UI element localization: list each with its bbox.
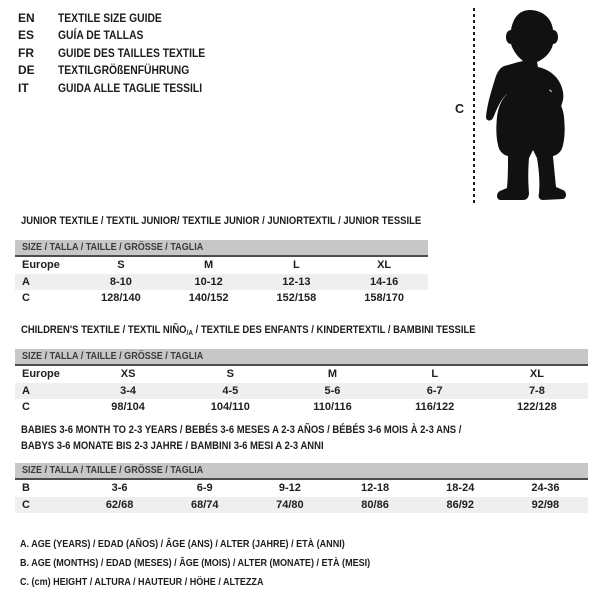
size-value-cell: 6-7 [426,384,443,397]
size-value-cell: XS [120,368,136,381]
title-text: CHILDREN'S TEXTILE / TEXTIL NIÑO [21,324,187,336]
section-title-line [21,214,421,230]
size-value-cell: 12-13 [282,275,311,288]
size-value-cell: 10-12 [194,275,223,288]
size-value-cell: 12-18 [361,482,390,495]
section-title-line [21,423,461,439]
size-value-cell: XL [377,259,392,272]
footnote-line [20,535,427,554]
table-row [15,480,588,497]
section-title-line [21,323,476,341]
table-row [15,274,428,291]
section-title-line: BABYS 3-6 MONATE BIS 2-3 JAHRE / BAMBINI 3-6 MESI A 2-3 ANNI [21,439,324,452]
size-value-cell: 80/86 [361,498,389,511]
size-value-cell: 14-16 [370,275,399,288]
size-value-cell: 86/92 [446,498,474,511]
size-value-cell: 92/98 [531,498,560,511]
row-label: Europe [22,368,60,381]
size-value-cell: 62/68 [105,498,134,511]
size-value-cell: 140/152 [188,292,229,305]
size-header-bar [15,463,588,480]
table-row [15,257,428,274]
section-junior [15,214,428,305]
language-row [18,9,229,27]
size-header-text: SIZE / TALLA / TAILLE / GRÖSSE / TAGLIA [22,350,204,362]
language-code: FR [18,45,34,60]
size-value-cell: 68/74 [190,498,219,511]
table-row [15,366,588,383]
size-table-junior [15,240,428,307]
size-value-cell: 5-6 [324,384,341,397]
table-row [15,383,588,400]
size-header-bar [15,349,588,366]
language-title: GUIDE DES TAILLES TEXTILE [58,45,206,60]
size-table-babies [15,463,588,513]
size-value-cell: 158/170 [364,292,404,305]
table-row [15,290,428,307]
size-value-cell: 116/122 [415,401,455,414]
row-label: C [22,401,30,414]
language-row [18,27,229,45]
section-babies [15,423,588,511]
section-title [21,423,588,454]
size-header-text: SIZE / TALLA / TAILLE / GRÖSSE / TAGLIA [22,464,204,476]
table-row [15,399,588,416]
size-value-cell: 98/104 [111,401,145,414]
footnote-text: A. AGE (YEARS) / EDAD (AÑOS) / ÂGE (ANS) / ALTER (JAHRE) / ETÀ (ANNI) [20,538,345,550]
language-row [18,44,229,62]
title-text: JUNIOR TEXTILE / TEXTIL JUNIOR/ TEXTILE JUNIOR / JUNIORTEXTIL / JUNIOR TESSILE [21,215,422,227]
size-value-cell: 18-24 [446,482,475,495]
language-code: ES [18,28,35,43]
row-label: A [22,384,30,397]
footnote-text: C. (cm) HEIGHT / ALTURA / HAUTEUR / HÖHE / ALTEZZA [20,576,264,588]
title-text: / TEXTILE DES ENFANTS / KINDERTEXTIL / BAMBINI TESSILE [192,324,476,336]
size-value-cell: M [327,368,338,381]
footnote-line [20,554,427,573]
height-label: C [455,102,465,116]
language-code: IT [18,80,29,95]
toddler-silhouette-icon [473,5,573,205]
size-value-cell: 6-9 [196,482,213,495]
size-value-cell: 7-8 [528,384,545,397]
row-label: A [22,275,30,288]
footnotes [20,535,427,592]
size-value-cell: 128/140 [100,292,141,305]
footnote-line [20,573,427,592]
size-value-cell: S [117,259,125,272]
size-value-cell: 24-36 [531,482,560,495]
section-children [15,323,588,414]
size-header-bar [15,240,428,257]
language-row [18,79,229,97]
table-row [15,497,588,514]
language-code: EN [18,10,35,25]
section-title [21,323,588,341]
size-value-cell: 110/116 [313,401,352,414]
size-value-cell: 4-5 [222,384,239,397]
section-title [21,214,428,230]
language-row [18,62,229,80]
language-title: GUÍA DE TALLAS [58,28,144,43]
title-subscript: /A [186,328,193,337]
size-value-cell: 3-4 [120,384,137,397]
size-value-cell: L [431,368,439,381]
size-value-cell: XL [529,368,544,381]
row-label: Europe [22,259,60,272]
language-title: GUIDA ALLE TAGLIE TESSILI [58,80,203,95]
size-value-cell: 3-6 [111,482,128,495]
footnote-text: B. AGE (MONTHS) / EDAD (MESES) / ÂGE (MOIS) / ALTER (MONATE) / ETÀ (MESI) [20,557,371,569]
size-value-cell: 122/128 [517,401,557,414]
size-value-cell: 104/110 [210,401,250,414]
language-title: TEXTILGRÖßENFÜHRUNG [58,63,190,78]
size-value-cell: 152/158 [276,292,317,305]
size-value-cell: 74/80 [276,498,304,511]
size-value-cell: L [293,259,300,272]
size-header-text: SIZE / TALLA / TAILLE / GRÖSSE / TAGLIA [22,241,204,253]
language-code: DE [18,63,35,78]
size-value-cell: S [226,368,234,381]
size-value-cell: 9-12 [278,482,301,495]
title-text: BABIES 3-6 MONTH TO 2-3 YEARS / BEBÉS 3-6 MESES A 2-3 AÑOS / BÉBÉS 3-6 MOIS À 2-3 ANS / [21,424,462,436]
row-label: C [22,498,30,511]
size-value-cell: 8-10 [109,275,132,288]
size-value-cell: M [204,259,214,272]
language-list [18,9,229,97]
row-label: C [22,292,30,305]
language-title: TEXTILE SIZE GUIDE [58,10,162,25]
row-label: B [22,482,30,495]
size-table-children [15,349,588,416]
